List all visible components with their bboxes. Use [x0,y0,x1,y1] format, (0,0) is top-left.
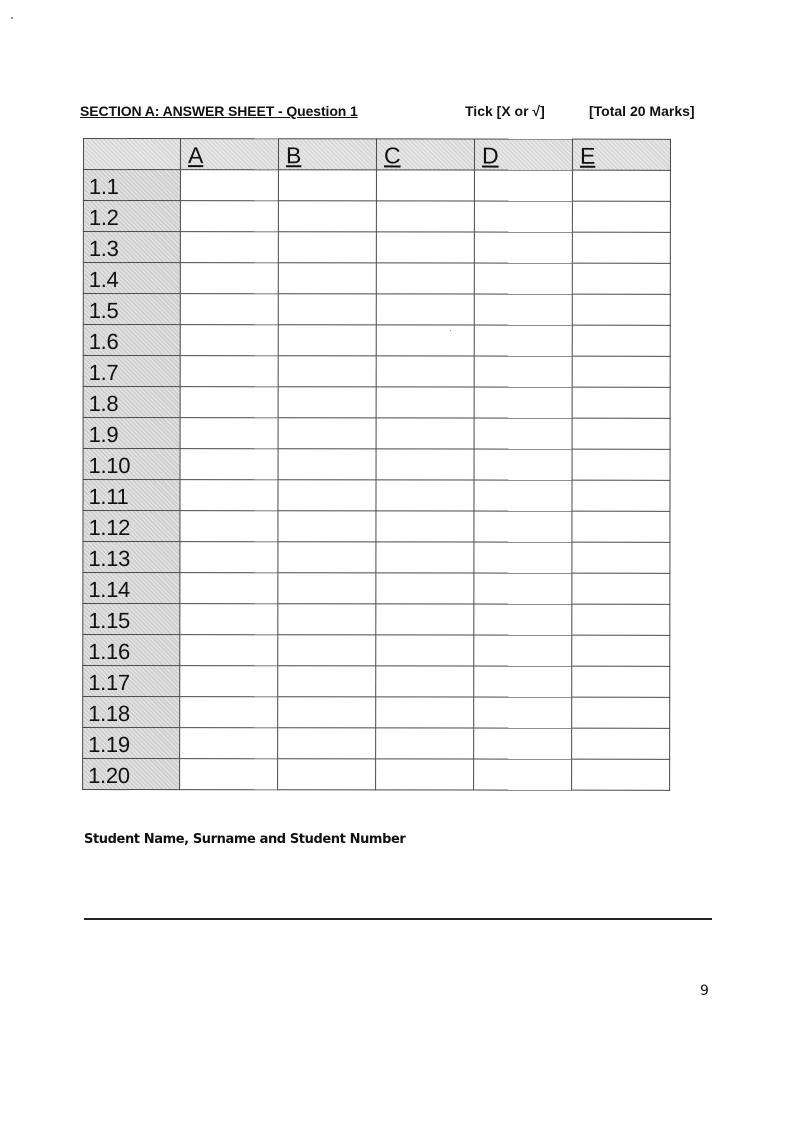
answer-cell-c[interactable] [376,294,474,325]
question-number: 1.19 [83,728,180,759]
answer-cell-e[interactable] [572,666,670,697]
answer-row [83,635,670,667]
answer-cell-b[interactable] [278,294,376,325]
answer-cell-e[interactable] [572,697,670,728]
answer-cell-d[interactable] [474,759,572,790]
answer-cell-e[interactable] [572,511,670,542]
answer-cell-b[interactable] [278,635,376,666]
answer-cell-e[interactable] [572,542,670,573]
answer-cell-a[interactable] [180,604,278,635]
answer-cell-b[interactable] [278,449,376,480]
answer-cell-b[interactable] [278,387,376,418]
answer-cell-e[interactable] [572,573,670,604]
answer-cell-a[interactable] [180,294,278,325]
question-number: 1.15 [83,604,180,635]
answer-cell-c[interactable] [376,697,474,728]
answer-cell-e[interactable] [572,170,670,201]
question-number: 1.12 [83,511,180,542]
answer-cell-c[interactable] [376,449,474,480]
answer-cell-e[interactable] [572,232,670,263]
answer-cell-e[interactable] [572,387,670,418]
answer-cell-c[interactable] [376,666,474,697]
answer-row [83,573,670,605]
question-number: 1.13 [83,542,180,573]
answer-cell-c[interactable] [376,170,474,201]
student-details-label: Student Name, Surname and Student Number [84,832,406,847]
answer-row [83,387,670,419]
question-number: 1.11 [83,480,180,511]
answer-cell-d[interactable] [474,697,572,728]
answer-cell-e[interactable] [572,480,670,511]
answer-cell-a[interactable] [180,635,278,666]
answer-cell-a[interactable] [180,387,278,418]
answer-cell-a[interactable] [180,170,278,201]
answer-cell-c[interactable] [376,387,474,418]
answer-cell-c[interactable] [376,201,474,232]
answer-cell-c[interactable] [376,480,474,511]
answer-cell-d[interactable] [474,635,572,666]
answer-cell-a[interactable] [180,232,278,263]
question-number: 1.5 [83,294,180,325]
question-number: 1.18 [83,697,180,728]
answer-cell-d[interactable] [474,573,572,604]
answer-cell-c[interactable] [376,573,474,604]
answer-cell-b[interactable] [278,542,376,573]
answer-cell-a[interactable] [180,418,278,449]
answer-rows [83,170,671,791]
answer-cell-c[interactable] [376,325,474,356]
total-marks: [Total 20 Marks] [589,103,695,119]
answer-cell-d[interactable] [474,511,572,542]
answer-row [83,449,670,481]
question-number: 1.9 [83,418,180,449]
answer-cell-d[interactable] [474,604,572,635]
question-number: 1.10 [83,449,180,480]
answer-cell-d[interactable] [474,170,572,201]
options-header-row [83,139,670,171]
answer-row [83,356,670,388]
answer-row [83,263,670,295]
option-header: B [278,139,376,170]
answer-row [83,418,670,450]
answer-cell-b[interactable] [278,759,376,790]
answer-row [83,759,670,791]
tick-instruction: Tick [X or √] [465,103,545,119]
question-number: 1.8 [83,387,180,418]
answer-cell-e[interactable] [572,294,670,325]
answer-cell-a[interactable] [180,449,278,480]
answer-row [83,511,670,543]
question-number: 1.2 [83,201,180,232]
answer-row [83,666,670,698]
answer-cell-b[interactable] [278,666,376,697]
answer-cell-d[interactable] [474,263,572,294]
answer-cell-e[interactable] [572,356,670,387]
section-title: SECTION A: ANSWER SHEET - Question 1 [80,103,358,119]
answer-cell-a[interactable] [180,728,278,759]
answer-cell-d[interactable] [474,325,572,356]
answer-cell-a[interactable] [180,325,278,356]
answer-cell-d[interactable] [474,480,572,511]
answer-row [83,542,670,574]
option-header: D [474,139,572,170]
answer-row [83,170,670,202]
question-number: 1.14 [83,573,180,604]
answer-cell-c[interactable] [376,542,474,573]
scan-speck [450,330,451,331]
option-header: E [572,139,670,170]
answer-cell-c[interactable] [376,418,474,449]
answer-cell-b[interactable] [278,480,376,511]
answer-cell-c[interactable] [376,604,474,635]
answer-cell-c[interactable] [376,635,474,666]
answer-cell-a[interactable] [180,542,278,573]
answer-table [82,138,671,791]
answer-cell-e[interactable] [572,449,670,480]
option-header: C [376,139,474,170]
answer-cell-e[interactable] [572,201,670,232]
answer-cell-d[interactable] [474,418,572,449]
answer-cell-b[interactable] [278,511,376,542]
answer-cell-d[interactable] [474,201,572,232]
answer-cell-e[interactable] [572,325,670,356]
answer-cell-e[interactable] [572,604,670,635]
question-number: 1.3 [83,232,180,263]
answer-cell-b[interactable] [278,573,376,604]
answer-cell-e[interactable] [572,263,670,294]
question-number: 1.17 [83,666,180,697]
question-number: 1.4 [83,263,180,294]
answer-cell-d[interactable] [474,449,572,480]
scan-speck [11,17,13,19]
answer-row [83,480,670,512]
answer-cell-c[interactable] [376,263,474,294]
answer-cell-b[interactable] [278,325,376,356]
answer-cell-e[interactable] [572,728,670,759]
answer-cell-a[interactable] [180,201,278,232]
answer-cell-d[interactable] [474,666,572,697]
answer-row [83,604,670,636]
answer-row [83,232,670,264]
answer-cell-b[interactable] [278,170,376,201]
answer-cell-a[interactable] [180,480,278,511]
answer-cell-c[interactable] [376,511,474,542]
answer-cell-c[interactable] [376,356,474,387]
answer-cell-d[interactable] [474,542,572,573]
corner-cell [83,139,180,170]
page-number: 9 [700,983,709,999]
answer-cell-a[interactable] [180,356,278,387]
answer-cell-e[interactable] [572,759,670,790]
answer-cell-b[interactable] [278,418,376,449]
question-number: 1.6 [83,325,180,356]
answer-cell-a[interactable] [180,666,278,697]
page-heading [80,103,710,125]
answer-cell-b[interactable] [278,232,376,263]
answer-row [83,728,670,760]
answer-cell-d[interactable] [474,387,572,418]
answer-cell-b[interactable] [278,728,376,759]
answer-cell-b[interactable] [278,604,376,635]
answer-cell-c[interactable] [376,728,474,759]
answer-cell-d[interactable] [474,728,572,759]
question-number: 1.1 [83,170,180,201]
student-details-line[interactable] [84,918,712,920]
answer-cell-a[interactable] [180,573,278,604]
answer-row [83,697,670,729]
answer-row [83,325,670,357]
question-number: 1.20 [83,759,180,790]
answer-cell-c[interactable] [376,759,474,790]
answer-cell-a[interactable] [180,759,278,790]
answer-cell-c[interactable] [376,232,474,263]
answer-cell-a[interactable] [180,697,278,728]
option-header: A [180,139,278,170]
answer-cell-a[interactable] [180,511,278,542]
answer-cell-d[interactable] [474,232,572,263]
answer-cell-b[interactable] [278,697,376,728]
answer-cell-d[interactable] [474,356,572,387]
answer-cell-a[interactable] [180,263,278,294]
answer-cell-e[interactable] [572,635,670,666]
answer-cell-e[interactable] [572,418,670,449]
answer-cell-b[interactable] [278,201,376,232]
question-number: 1.7 [83,356,180,387]
answer-row [83,201,670,233]
answer-cell-d[interactable] [474,294,572,325]
answer-cell-b[interactable] [278,263,376,294]
question-number: 1.16 [83,635,180,666]
answer-cell-b[interactable] [278,356,376,387]
answer-row [83,294,670,326]
